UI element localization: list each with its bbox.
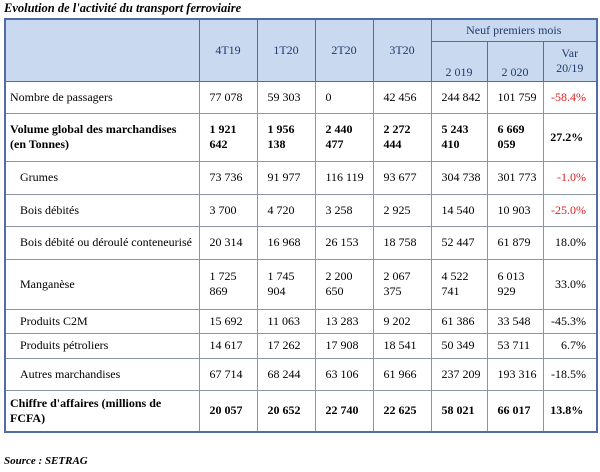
cell-value: 3 258 (315, 194, 373, 226)
table-row (5, 333, 597, 358)
cell-value: 11 063 (257, 309, 315, 333)
table-row (5, 226, 597, 259)
row-label: Grumes (5, 161, 199, 194)
cell-value: 58 021 (431, 390, 487, 432)
cell-value: 73 736 (199, 161, 257, 194)
cell-value: 20 314 (199, 226, 257, 259)
row-label: Produits C2M (5, 309, 199, 333)
cell-value: 0 (315, 81, 373, 113)
cell-value: 20 057 (199, 390, 257, 432)
variation-cell: 18.0% (543, 226, 597, 259)
header-empty (5, 19, 199, 81)
variation-cell: -45.3% (543, 309, 597, 333)
cell-value: 14 617 (199, 333, 257, 358)
variation-cell: 27.2% (543, 113, 597, 161)
cell-value: 93 677 (373, 161, 431, 194)
cell-value: 14 540 (431, 194, 487, 226)
header-subcol: 2 020 (487, 41, 543, 81)
data-table (4, 18, 598, 433)
cell-value: 50 349 (431, 333, 487, 358)
cell-value: 1 725 869 (199, 259, 257, 309)
cell-value: 52 447 (431, 226, 487, 259)
row-label: Volume global des marchandises (en Tonnes) (5, 113, 199, 161)
table-row (5, 113, 597, 161)
variation-cell: 33.0% (543, 259, 597, 309)
header-col: 3T20 (373, 19, 431, 81)
cell-value: 61 966 (373, 358, 431, 390)
cell-value: 61 386 (431, 309, 487, 333)
row-label: Bois débités (5, 194, 199, 226)
row-label: Chiffre d'affaires (millions de FCFA) (5, 390, 199, 432)
cell-value: 61 879 (487, 226, 543, 259)
variation-cell: -18.5% (543, 358, 597, 390)
cell-value: 18 758 (373, 226, 431, 259)
table-row (5, 390, 597, 432)
table-body (5, 81, 597, 432)
cell-value: 4 522 741 (431, 259, 487, 309)
table-row (5, 161, 597, 194)
cell-value: 9 202 (373, 309, 431, 333)
cell-value: 59 303 (257, 81, 315, 113)
cell-value: 18 541 (373, 333, 431, 358)
cell-value: 42 456 (373, 81, 431, 113)
header-var: Var 20/19 (543, 41, 597, 81)
cell-value: 301 773 (487, 161, 543, 194)
row-label: Nombre de passagers (5, 81, 199, 113)
cell-value: 22 625 (373, 390, 431, 432)
cell-value: 304 738 (431, 161, 487, 194)
cell-value: 2 440 477 (315, 113, 373, 161)
variation-cell: -1.0% (543, 161, 597, 194)
row-label: Bois débité ou déroulé conteneurisé (5, 226, 199, 259)
cell-value: 77 078 (199, 81, 257, 113)
cell-value: 5 243 410 (431, 113, 487, 161)
variation-cell: -25.0% (543, 194, 597, 226)
header-subcol: 2 019 (431, 41, 487, 81)
cell-value: 26 153 (315, 226, 373, 259)
header-col: 2T20 (315, 19, 373, 81)
row-label: Autres marchandises (5, 358, 199, 390)
cell-value: 33 548 (487, 309, 543, 333)
cell-value: 101 759 (487, 81, 543, 113)
cell-value: 22 740 (315, 390, 373, 432)
table-row (5, 194, 597, 226)
cell-value: 16 968 (257, 226, 315, 259)
header-col: 4T19 (199, 19, 257, 81)
table-row (5, 259, 597, 309)
cell-value: 66 017 (487, 390, 543, 432)
header-col: 1T20 (257, 19, 315, 81)
cell-value: 53 711 (487, 333, 543, 358)
cell-value: 17 908 (315, 333, 373, 358)
source-note: Source : SETRAG (4, 455, 88, 467)
cell-value: 68 244 (257, 358, 315, 390)
cell-value: 116 119 (315, 161, 373, 194)
variation-cell: -58.4% (543, 81, 597, 113)
cell-value: 244 842 (431, 81, 487, 113)
cell-value: 10 903 (487, 194, 543, 226)
cell-value: 6 669 059 (487, 113, 543, 161)
cell-value: 2 272 444 (373, 113, 431, 161)
variation-cell: 6.7% (543, 333, 597, 358)
cell-value: 1 956 138 (257, 113, 315, 161)
cell-value: 237 209 (431, 358, 487, 390)
cell-value: 20 652 (257, 390, 315, 432)
cell-value: 67 714 (199, 358, 257, 390)
cell-value: 193 316 (487, 358, 543, 390)
table-title: Evolution de l'activité du transport ferroviaire (4, 1, 242, 15)
table-row (5, 358, 597, 390)
cell-value: 3 700 (199, 194, 257, 226)
variation-cell: 13.8% (543, 390, 597, 432)
row-label: Manganèse (5, 259, 199, 309)
row-label: Produits pétroliers (5, 333, 199, 358)
cell-value: 1 745 904 (257, 259, 315, 309)
cell-value: 91 977 (257, 161, 315, 194)
header-group: Neuf premiers mois (431, 19, 597, 41)
cell-value: 63 106 (315, 358, 373, 390)
cell-value: 17 262 (257, 333, 315, 358)
cell-value: 13 283 (315, 309, 373, 333)
table-row (5, 309, 597, 333)
cell-value: 15 692 (199, 309, 257, 333)
cell-value: 4 720 (257, 194, 315, 226)
cell-value: 6 013 929 (487, 259, 543, 309)
cell-value: 2 925 (373, 194, 431, 226)
cell-value: 1 921 642 (199, 113, 257, 161)
table-row (5, 81, 597, 113)
cell-value: 2 067 375 (373, 259, 431, 309)
cell-value: 2 200 650 (315, 259, 373, 309)
